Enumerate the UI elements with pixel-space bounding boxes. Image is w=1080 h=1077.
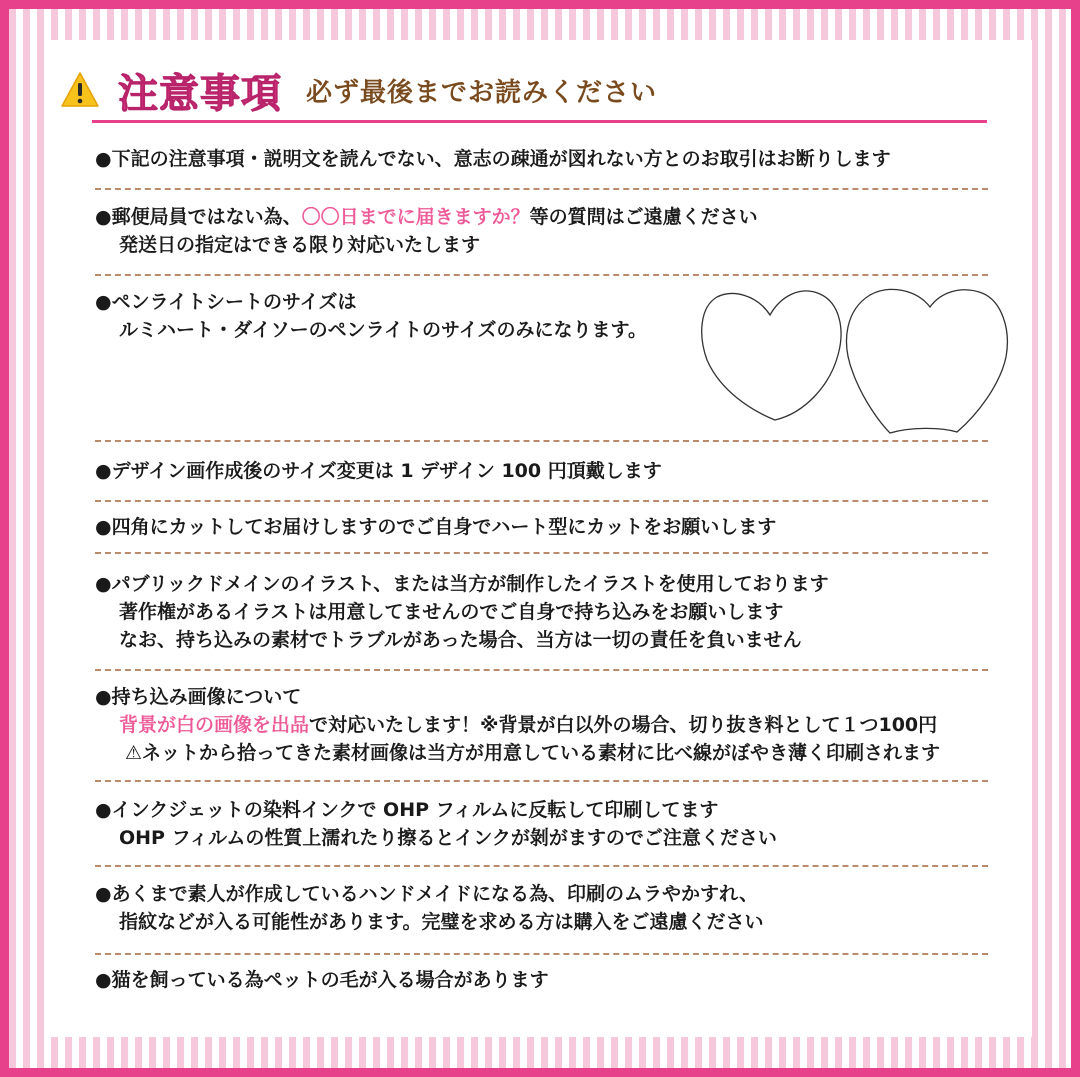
notice-line: ●インクジェットの染料インクで OHP フィルムに反転して印刷してます [95, 799, 719, 821]
notice-line [95, 711, 988, 739]
notice-line: ●ペンライトシートのサイズは [95, 291, 357, 313]
rounded-heart-outline [702, 291, 841, 420]
notice-line: 著作権があるイラストは用意してませんのでご自身で持ち込みをお願いします [119, 601, 784, 623]
notice-line [95, 203, 988, 231]
notice-line: なお、持ち込みの素材でトラブルがあった場合、当方は一切の責任を負いません [119, 629, 802, 651]
notice-text: ●郵便局員ではない為、 [95, 206, 302, 228]
header-divider [92, 120, 987, 123]
notice-line: ●あくまで素人が作成しているハンドメイドになる為、印刷のムラやかすれ、 [95, 883, 759, 905]
flat-bottom-heart-outline [847, 289, 1008, 433]
notice-line: 発送日の指定はできる限り対応いたします [119, 234, 481, 256]
notice-item-5 [95, 513, 988, 554]
notice-item-7 [95, 683, 988, 782]
highlight-text: 〇〇日までに届きますか？ [301, 206, 530, 228]
notice-text: 等の質問はご遠慮ください [529, 206, 758, 228]
notice-line: ルミハート・ダイソーのペンライトのサイズのみになります。 [119, 319, 648, 341]
notice-item-10 [95, 966, 988, 998]
notice-line: ●下記の注意事項・説明文を読んでない、意志の疎通が図れない方とのお取引はお断りします [95, 148, 891, 170]
notice-text: で対応いたします！※背景が白以外の場合、切り抜き料として１つ100円 [309, 714, 938, 736]
notice-line: ⚠ネットから拾ってきた素材画像は当方が用意している素材に比べ線がぼやき薄く印刷されます [125, 742, 941, 764]
notice-line: ●持ち込み画像について [95, 686, 302, 708]
heart-shapes-illustration [695, 285, 1010, 437]
notice-item-4 [95, 457, 988, 502]
notice-line: OHP フィルムの性質上濡れたり擦るとインクが剝がますのでご注意ください [119, 827, 777, 849]
notice-header [60, 62, 657, 118]
notice-item-9 [95, 880, 988, 955]
notice-item-2 [95, 203, 988, 276]
notice-line: ●パブリックドメインのイラスト、または当方が制作したイラストを使用しております [95, 573, 829, 595]
notice-item-1 [95, 145, 988, 190]
notice-line: 指紋などが入る可能性があります。完璧を求める方は購入をご遠慮ください [119, 911, 764, 933]
notice-line: ●デザイン画作成後のサイズ変更は 1 デザイン 100 円頂戴します [95, 460, 662, 482]
notice-item-8 [95, 796, 988, 867]
warning-icon [60, 70, 100, 110]
page-title: 注意事項 [118, 70, 282, 117]
notice-item-6 [95, 570, 988, 671]
page-subtitle: 必ず最後までお読みください [306, 77, 658, 108]
highlight-text: 背景が白の画像を出品 [119, 714, 310, 736]
notice-line: ●四角にカットしてお届けしますのでご自身でハート型にカットをお願いします [95, 516, 777, 538]
notice-line: ●猫を飼っている為ペットの毛が入る場合があります [95, 969, 549, 991]
